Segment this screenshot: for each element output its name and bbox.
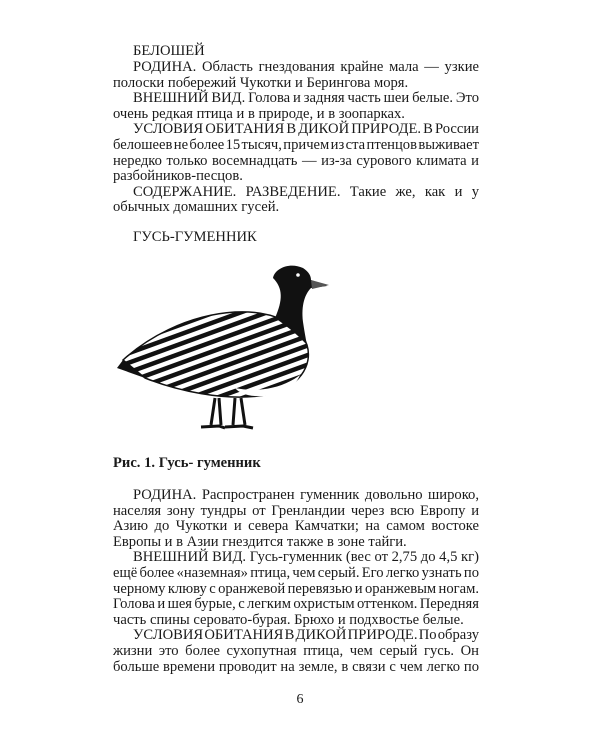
text-line: жизни это более сухопутная птица, чем серый гусь. Он	[113, 642, 479, 659]
section-beloshei-text	[113, 60, 479, 216]
section-title-gumennik: ГУСЬ-ГУМЕННИК	[133, 229, 257, 245]
text-line: Европы и в Азии гнездится также в зоне тайги.	[113, 533, 407, 550]
text-line: обычных домашних гусей.	[113, 199, 280, 216]
section-gumennik-text	[113, 488, 479, 675]
text-line: очень редкая птица и в природе, и в зоопарках.	[113, 105, 405, 122]
goose-illustration	[115, 260, 335, 440]
text-line: УСЛОВИЯ ОБИТАНИЯ В ДИКОЙ ПРИРОДЕ. В России	[133, 121, 479, 138]
text-line: больше времени проводит на земле, в связи с чем легко по	[113, 658, 479, 675]
text-line: нередко только восемнадцать — из-за сурового климата и	[113, 152, 479, 169]
text-line: СОДЕРЖАНИЕ. РАЗВЕДЕНИЕ. Такие же, как и у	[133, 183, 479, 200]
text-line: ВНЕШНИЙ ВИД. Гусь-гуменник (вес от 2,75 до 4,5 кг)	[133, 549, 479, 566]
text-line: РОДИНА. Распространен гуменник довольно широко,	[133, 487, 479, 503]
text-line: населяя зону тундры от Гренландии через всю Европу и	[113, 502, 479, 519]
figure-caption: Рис. 1. Гусь- гуменник	[113, 455, 261, 471]
text-line: белошеев не более 15 тысяч, причем из ста птенцов выживает	[113, 136, 479, 153]
text-line: Азию до Чукотки и севера Камчатки; на самом востоке	[113, 518, 479, 535]
text-line: ВНЕШНИЙ ВИД. Голова и задняя часть шеи белые. Это	[133, 90, 479, 107]
text-line: разбойников-песцов.	[113, 168, 243, 185]
text-line: ещё более «наземная» птица, чем серый. Его легко узнать по	[113, 564, 479, 581]
text-line: УСЛОВИЯ ОБИТАНИЯ В ДИКОЙ ПРИРОДЕ. По образу	[133, 627, 479, 644]
text-line: черному клюву с оранжевой перевязью и оранжевым ногам.	[113, 580, 479, 597]
text-line: РОДИНА. Область гнездования крайне мала — узкие	[133, 59, 479, 75]
text-line: часть спины серовато-бурая. Брюхо и подхвостье белые.	[113, 611, 464, 628]
section-title-beloshei: БЕЛОШЕЙ	[133, 43, 205, 59]
text-line: Голова и шея бурые, с легким охристым оттенком. Передняя	[113, 596, 479, 613]
page-number: 6	[296, 692, 304, 707]
text-line: полоски побережий Чукотки и Берингова моря.	[113, 74, 409, 91]
